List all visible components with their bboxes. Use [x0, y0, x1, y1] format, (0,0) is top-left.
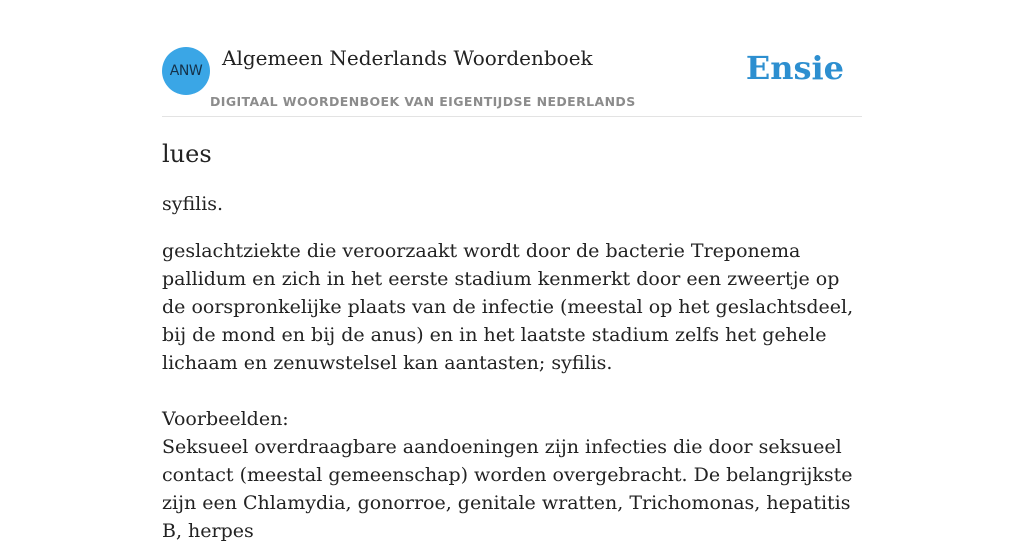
short-definition: syfilis. [162, 193, 224, 215]
dictionary-entry [162, 138, 862, 545]
logo-text: ANW [169, 63, 203, 79]
example-text: Seksueel overdraagbare aandoeningen zijn infecties die door seksueel contact (meestal gemeenschap) worden overgebracht. De belangrijkste zijn een Chlamydia, gonorroe, genitale wratten, Trichomonas, hepatitis B, herpes [162, 436, 853, 542]
ensie-brand-link[interactable]: Ensie [745, 49, 844, 87]
site-header [162, 0, 862, 117]
entry-headword: lues [162, 140, 212, 168]
examples-label: Voorbeelden: [162, 408, 289, 430]
page [162, 0, 862, 542]
site-title[interactable]: Algemeen Nederlands Woordenboek [222, 46, 593, 70]
long-definition: geslachtziekte die veroorzaakt wordt door de bacterie Treponema pallidum en zich in het eerste stadium kenmerkt door een zweertje op de oorspronkelijke plaats van de infectie (meestal op het geslachtsdeel, bij de mond en bij de anus) en in het laatste stadium zelfs het gehele lichaam en zenuwstelsel kan aantasten; syfilis. [162, 240, 854, 374]
site-subtitle: DIGITAAL WOORDENBOEK VAN EIGENTIJDSE NEDERLANDS [210, 94, 636, 109]
anw-logo[interactable] [162, 47, 210, 95]
